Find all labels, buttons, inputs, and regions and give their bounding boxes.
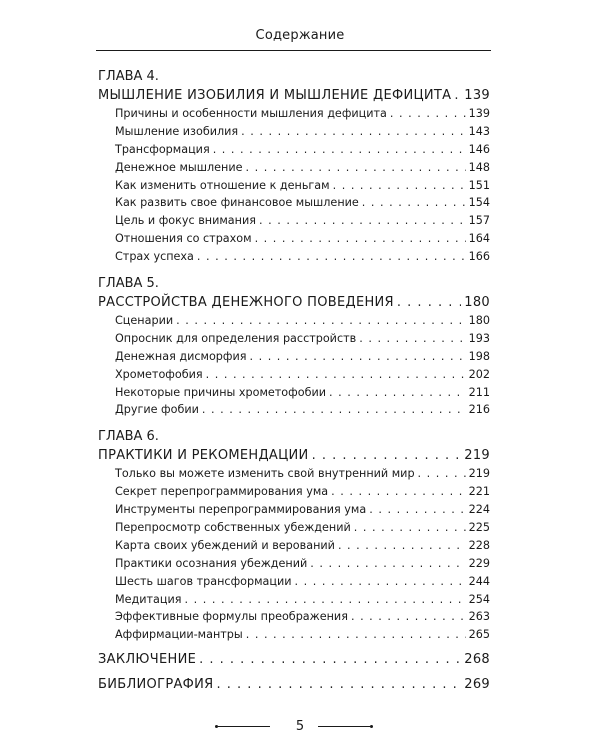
dot-leader (197, 248, 466, 266)
table-of-contents (98, 67, 490, 694)
entry-title: Как развить свое финансовое мышление (115, 196, 359, 210)
entry-title: БИБЛИОГРАФИЯ (98, 677, 214, 693)
dot-leader (199, 650, 461, 669)
dot-leader (359, 330, 465, 348)
toc-entry[interactable] (98, 483, 490, 501)
running-header: Содержание (255, 28, 345, 43)
page-footer (0, 717, 600, 737)
page-number: 229 (468, 556, 490, 570)
entry-title: Аффирмации-мантры (115, 628, 243, 642)
page-number: 151 (468, 178, 490, 192)
dot-leader (351, 608, 466, 626)
chapter-6-label: ГЛАВА 6. (98, 429, 159, 445)
toc-entry[interactable] (98, 330, 490, 348)
folio-page-number: 5 (295, 719, 305, 734)
page-number: 193 (468, 331, 490, 345)
toc-entry[interactable] (98, 573, 490, 591)
entry-title: Другие фобии (115, 403, 199, 417)
toc-entry[interactable] (98, 248, 490, 266)
page-number: 146 (468, 142, 490, 156)
dot-leader (454, 86, 461, 105)
dot-leader (312, 446, 462, 465)
dot-leader (206, 366, 466, 384)
page-number: 244 (468, 574, 490, 588)
dot-leader (333, 177, 466, 195)
entry-title: Причины и особенности мышления дефицита (115, 107, 387, 120)
entry-title: Сценарии (115, 314, 174, 328)
entry-title: Трансформация (115, 142, 210, 156)
toc-entry[interactable] (98, 105, 490, 123)
dot-leader (354, 519, 466, 537)
entry-title: Шесть шагов трансформации (115, 574, 292, 588)
page-number: 263 (468, 610, 490, 624)
chapter-title: РАССТРОЙСТВА ДЕНЕЖНОГО ПОВЕДЕНИЯ (98, 295, 394, 311)
chapter-4-label: ГЛАВА 4. (98, 69, 159, 84)
entry-title: Медитация (115, 592, 182, 606)
toc-entry[interactable] (98, 348, 490, 366)
toc-entry[interactable] (98, 591, 490, 609)
dot-leader (397, 293, 461, 312)
chapter-title: ПРАКТИКИ И РЕКОМЕНДАЦИИ (98, 448, 309, 464)
page-number: 254 (468, 592, 490, 606)
entry-title: Опросник для определения расстройств (115, 331, 357, 345)
toc-entry[interactable] (98, 141, 490, 159)
page-number: 265 (468, 628, 490, 642)
page-number: 224 (468, 503, 490, 517)
footer-ornament-right (318, 726, 370, 727)
page-number: 198 (468, 349, 490, 363)
page-number: 139 (464, 88, 490, 103)
entry-title: Хрометофобия (115, 367, 203, 381)
page-number: 269 (464, 677, 490, 693)
entry-title: Только вы можете изменить свой внутренний мир (115, 467, 415, 481)
entry-title: Некоторые причины хрометофобии (115, 385, 327, 399)
dot-leader (213, 141, 466, 159)
dot-leader (202, 401, 466, 419)
dot-leader (259, 212, 466, 230)
bibliography-entry[interactable] (98, 675, 490, 694)
entry-title: Денежная дисморфия (115, 349, 247, 363)
page-number: 268 (464, 652, 490, 668)
conclusion-entry[interactable] (98, 650, 490, 669)
dot-leader (390, 105, 466, 123)
entry-title: Страх успеха (115, 250, 194, 264)
dot-leader (329, 384, 466, 402)
page-number: 139 (468, 107, 490, 120)
dot-leader (369, 501, 465, 519)
toc-entry[interactable] (98, 519, 490, 537)
entry-title: Цель и фокус внимания (115, 214, 256, 228)
page-number: 221 (468, 485, 490, 499)
toc-entry[interactable] (98, 555, 490, 573)
entry-title: Мышление изобилия (115, 124, 239, 138)
dot-leader (176, 312, 466, 330)
dot-leader (295, 573, 466, 591)
page-number: 225 (468, 521, 490, 535)
page-number: 202 (468, 367, 490, 381)
entry-title: Карта своих убеждений и верований (115, 538, 335, 552)
entry-title: Перепросмотр собственных убеждений (115, 521, 351, 535)
chapter-5-heading[interactable] (98, 293, 490, 312)
page-number: 219 (464, 448, 490, 464)
chapter-4-heading[interactable] (98, 86, 490, 105)
toc-entry[interactable] (98, 230, 490, 248)
toc-entry[interactable] (98, 212, 490, 230)
dot-leader (255, 230, 466, 248)
toc-entry[interactable] (98, 177, 490, 195)
page-number: 143 (468, 124, 490, 138)
dot-leader (331, 483, 466, 501)
chapter-title: МЫШЛЕНИЕ ИЗОБИЛИЯ И МЫШЛЕНИЕ ДЕФИЦИТА (98, 88, 452, 103)
entry-title: ЗАКЛЮЧЕНИЕ (98, 652, 197, 668)
page-number: 216 (468, 403, 490, 417)
toc-entry[interactable] (98, 194, 490, 212)
toc-entry[interactable] (98, 501, 490, 519)
page-number: 180 (468, 314, 490, 328)
page-number: 211 (468, 385, 490, 399)
page-number: 157 (468, 214, 490, 228)
page-number: 228 (468, 538, 490, 552)
dot-leader (217, 675, 462, 694)
page-number: 166 (468, 250, 490, 264)
entry-title: Как изменить отношение к деньгам (115, 178, 330, 192)
dot-leader (338, 537, 466, 555)
page-number: 219 (468, 467, 490, 481)
entry-title: Эффективные формулы преображения (115, 610, 348, 624)
dot-leader (310, 555, 465, 573)
toc-entry[interactable] (98, 626, 490, 644)
entry-title: Инструменты перепрограммирования ума (115, 503, 367, 517)
page-number: 148 (468, 160, 490, 174)
dot-leader (241, 123, 465, 141)
chapter-5-label: ГЛАВА 5. (98, 276, 159, 292)
dot-leader (418, 465, 466, 483)
toc-entry[interactable] (98, 465, 490, 483)
toc-entry[interactable] (98, 608, 490, 626)
chapter-6-heading[interactable] (98, 446, 490, 465)
entry-title: Секрет перепрограммирования ума (115, 485, 329, 499)
dot-leader (246, 159, 466, 177)
dot-leader (246, 626, 466, 644)
toc-entry[interactable] (98, 401, 490, 419)
toc-entry[interactable] (98, 366, 490, 384)
toc-entry[interactable] (98, 537, 490, 555)
toc-entry[interactable] (98, 159, 490, 177)
entry-title: Денежное мышление (115, 160, 243, 174)
page-number: 180 (464, 295, 490, 311)
page-number: 164 (468, 232, 490, 246)
toc-entry[interactable] (98, 123, 490, 141)
entry-title: Практики осознания убеждений (115, 556, 308, 570)
toc-entry[interactable] (98, 384, 490, 402)
dot-leader (249, 348, 465, 366)
dot-leader (362, 194, 466, 212)
entry-title: Отношения со страхом (115, 232, 252, 246)
header-rule (96, 50, 491, 51)
toc-entry[interactable] (98, 312, 490, 330)
dot-leader (185, 591, 466, 609)
page-number: 154 (468, 196, 490, 210)
